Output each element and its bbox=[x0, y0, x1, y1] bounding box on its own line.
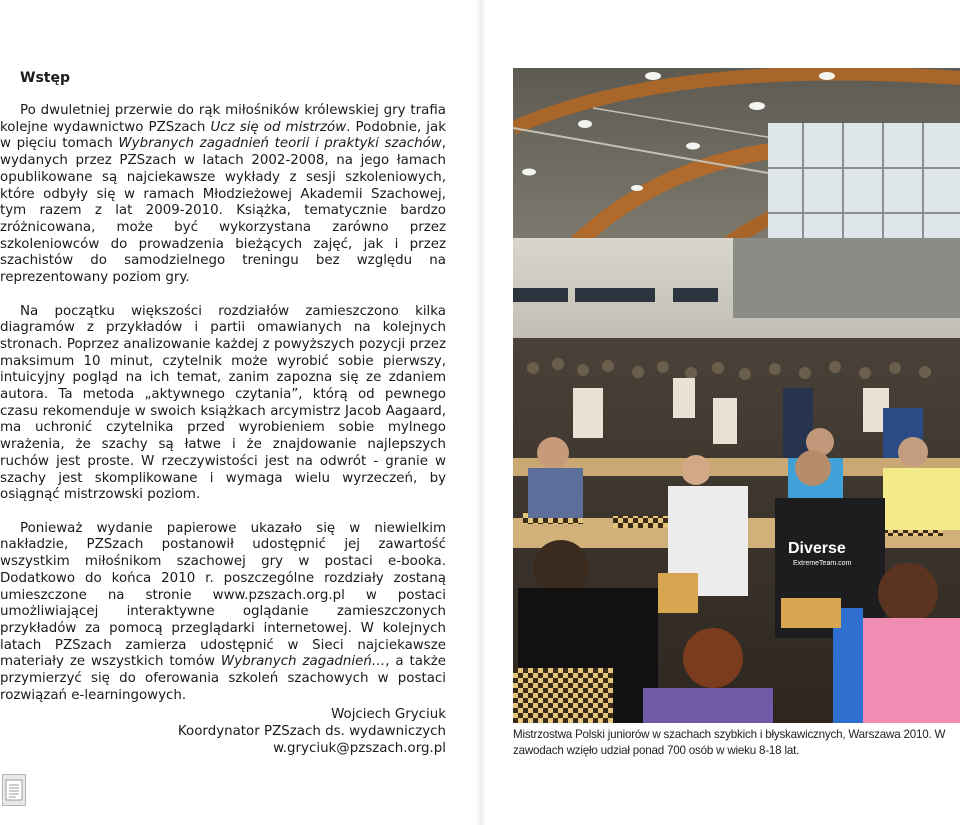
signature-role: Koordynator PZSzach ds. wydawniczych bbox=[177, 724, 446, 739]
signature-name: Wojciech Gryciuk bbox=[331, 707, 446, 722]
document-icon[interactable] bbox=[2, 774, 26, 806]
italic-title: Wybranych zagadnień teorii i praktyki szachów bbox=[118, 136, 442, 152]
tournament-photo bbox=[513, 68, 960, 723]
text-run: Ponieważ wydanie papierowe ukazało się w niewielkim nakładzie, PZSzach postanowił udostępnić jej zawartość wszystkim miłośnikom szachowej gry w postaci e-booka. Dodatkowo do końca 2010 r. poszczególne rozdziały zostaną umieszczone na stronie www.pzszach.org.pl w postaci umożliwiającej interaktywne oglądanie zamieszczonych przykładów za pomocą przeglądarki internetowej. W kolejnych latach PZSzach zamierza udostępnić w Sieci najciekawsze materiały ze wszystkich tomów bbox=[0, 520, 446, 670]
paragraph bbox=[0, 521, 446, 705]
section-heading: Wstęp bbox=[20, 70, 70, 86]
text-run: , wydanych przez PZSzach w latach 2002-2008, na jego łamach opublikowane są najciekawsze wykłady z sesji szkoleniowych, które odbyły się w ramach Młodzieżowej Akademii Szachowej, tym razem z lat 2009-2010. Książka, tematycznie bardzo zróżnicowana, może być wykorzystana zarówno przez szkoleniowców do prowadzenia bieżących zajęć, jak i przez szachistów do samodzielnego treningu bez względu na reprezentowany poziom gry. bbox=[0, 136, 446, 286]
body-text bbox=[0, 103, 446, 721]
text-run: Po dwuletniej przerwie do rąk miłośników królewskiej gry trafia kolejne wydawnictwo PZSzach bbox=[0, 103, 446, 135]
photo-caption: Mistrzostwa Polski juniorów w szachach szybkich i błyskawicznych, Warszawa 2010. W zawodach wzięło udział ponad 700 osób w wieku 8-18 lat. bbox=[513, 728, 946, 757]
text-run: Na początku większości rozdziałów zamieszczono kilka diagramów z przykładów i partii omawianych na kolejnych stronach. Poprzez analizowanie każdej z powyższych pozycji przez maksimum 10 minut, czytelnik może wyrobić sobie pierwszy, intuicyjny pogląd na ich temat, zanim zapozna się ze zdaniem autora. Ta metoda „aktywnego czytania”, którą od pewnego czasu rekomenduje w swoich książkach arcymistrz Jacob Aagaard, ma uchronić czytelnika przed wyrobieniem sobie mylnego wrażenia, że szachy są łatwe i że znajdowanie najlepszych ruchów jest proste. W rzeczywistości jest na odwrót - granie w szachy jest skomplikowane i wymaga wielu wyrzeczeń, by osiągnąć mistrzowski poziom. bbox=[0, 303, 446, 503]
italic-title: Ucz się od mistrzów bbox=[210, 119, 347, 135]
signature-email: w.gryciuk@pzszach.org.pl bbox=[273, 741, 446, 756]
text-run: , a także przymierzyć się do oferowania szkoleń szachowych w postaci rozwiązań e-learningowych. bbox=[0, 654, 447, 703]
text-run: . Podobnie, jak w pięciu tomach bbox=[0, 119, 446, 152]
italic-title: Wybranych zagadnień… bbox=[220, 654, 386, 670]
page-gutter bbox=[476, 0, 486, 825]
paragraph bbox=[0, 103, 446, 287]
shirt-text-line2: ExtremeTeam.com bbox=[793, 560, 852, 567]
signature-block bbox=[178, 706, 446, 757]
left-page bbox=[0, 0, 478, 825]
shirt-text-line1: Diverse bbox=[788, 540, 846, 557]
paragraph bbox=[0, 304, 446, 504]
